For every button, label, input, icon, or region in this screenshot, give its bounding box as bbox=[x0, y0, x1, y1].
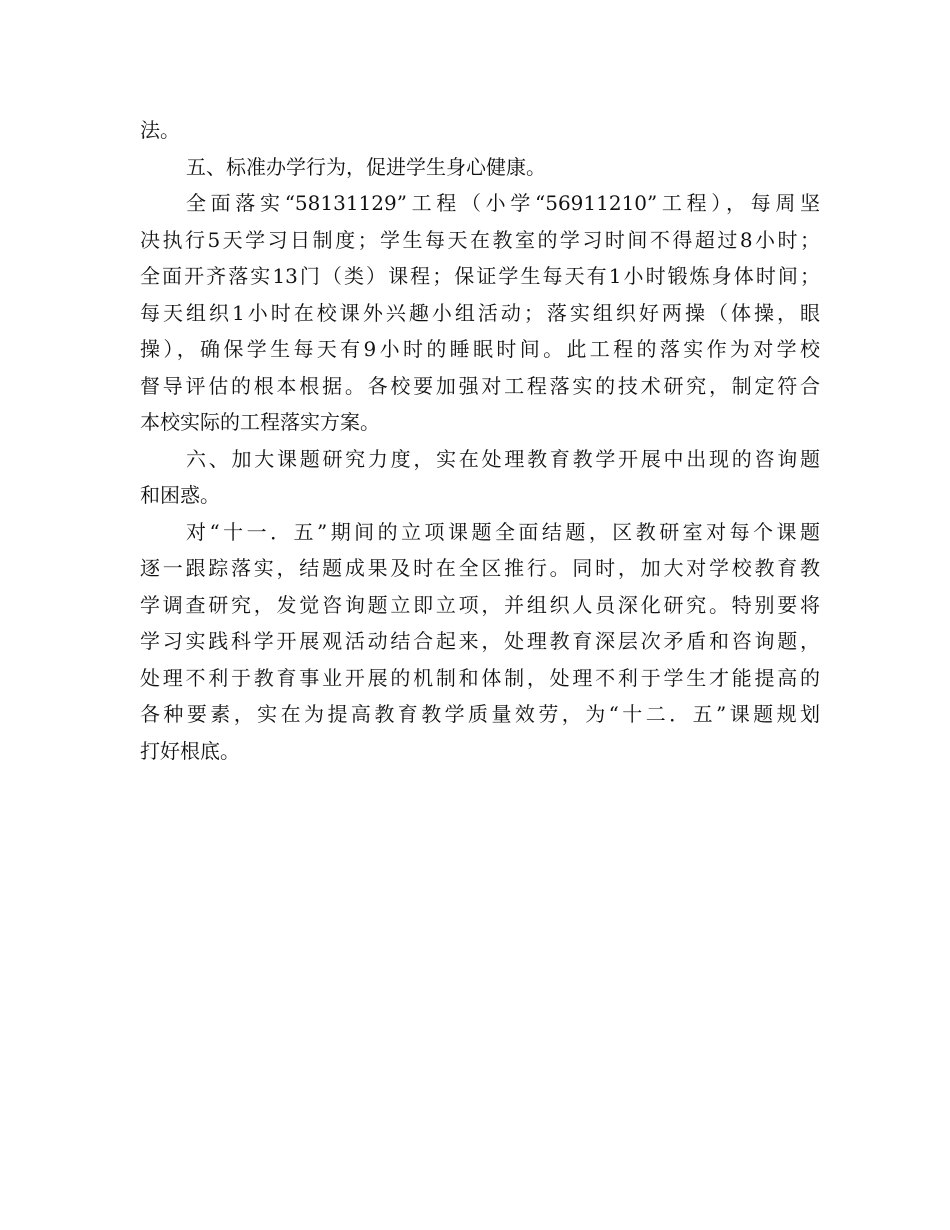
text-line-12: 对“十一．五”期间的立项课题全面结题，区教研室对每个课题 bbox=[186, 519, 820, 544]
text-line-16: 处理不利于教育事业开展的机制和体制，处理不利于学生才能提高的 bbox=[140, 665, 820, 690]
text-line-14: 学调查研究，发觉咨询题立即立项，并组织人员深化研究。特别要将 bbox=[140, 592, 820, 617]
text-line-4: 决执行5天学习日制度；学生每天在教室的学习时间不得超过8小时； bbox=[140, 227, 820, 252]
text-line-6: 每天组织1小时在校课外兴趣小组活动；落实组织好两操（体操，眼 bbox=[140, 300, 820, 325]
text-line-17: 各种要素，实在为提高教育教学质量效劳，为“十二．五”课题规划 bbox=[140, 702, 820, 726]
text-line-5: 全面开齐落实13门（类）课程；保证学生每天有1小时锻炼身体时间； bbox=[140, 264, 820, 288]
document-body bbox=[140, 112, 820, 769]
text-line-9: 本校实际的工程落实方案。 bbox=[140, 410, 380, 434]
section-heading-5: 五、标准办学行为，促进学生身心健康。 bbox=[186, 154, 546, 179]
text-line-8: 督导评估的根本根据。各校要加强对工程落实的技术研究，制定符合 bbox=[140, 373, 820, 398]
text-line-18: 打好根底。 bbox=[140, 738, 240, 763]
text-line-15: 学习实践科学开展观活动结合起来，处理教育深层次矛盾和咨询题， bbox=[140, 629, 820, 653]
text-line-3: 全面落实“58131129”工程（小学“56911210”工程），每周坚 bbox=[186, 191, 820, 215]
text-line-1: 法。 bbox=[140, 118, 180, 142]
text-line-13: 逐一跟踪落实，结题成果及时在全区推行。同时，加大对学校教育教 bbox=[140, 556, 820, 580]
text-line-7: 操），确保学生每天有9小时的睡眠时间。此工程的落实作为对学校 bbox=[140, 337, 820, 361]
text-line-11: 和困惑。 bbox=[140, 483, 220, 507]
section-heading-6: 六、加大课题研究力度，实在处理教育教学开展中出现的咨询题 bbox=[186, 446, 820, 471]
